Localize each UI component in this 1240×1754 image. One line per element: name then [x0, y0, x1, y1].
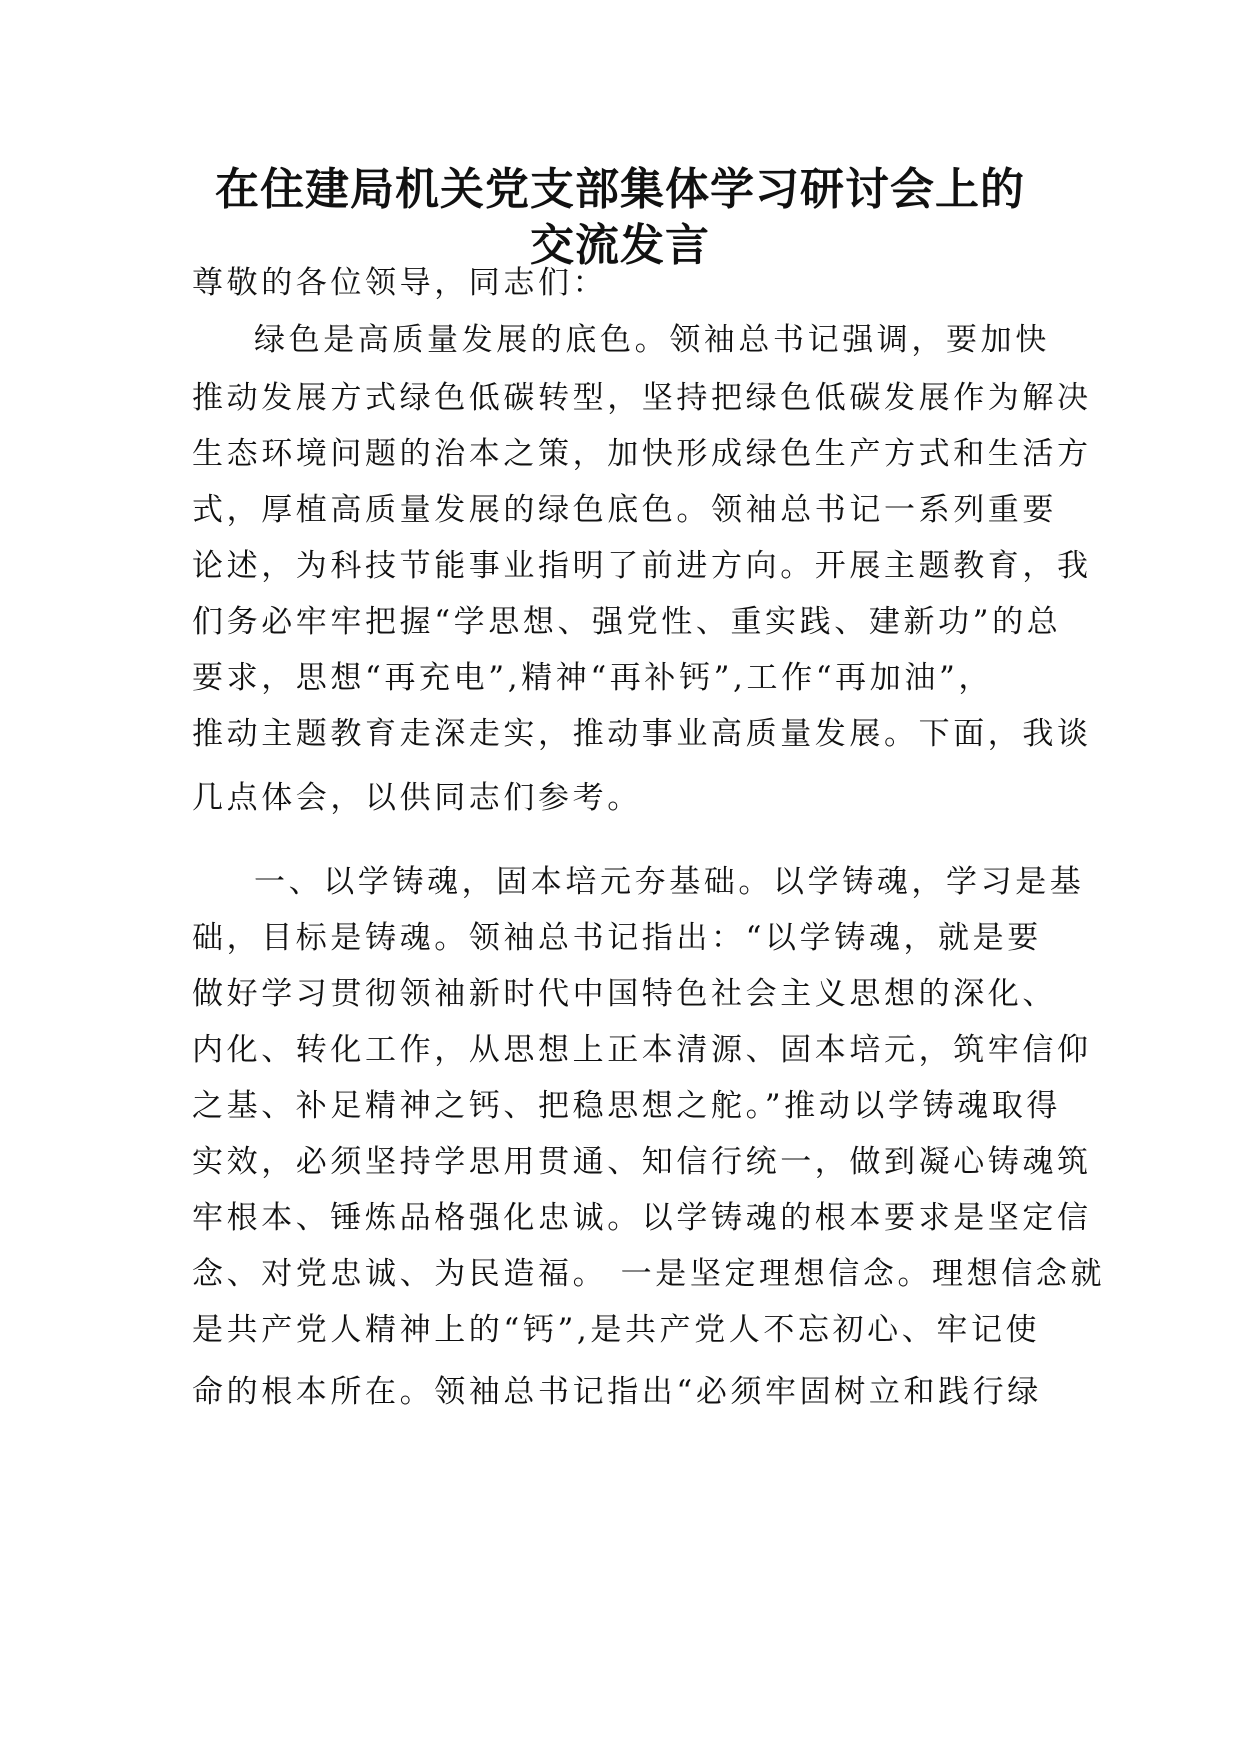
document-title-line-1: 在住建局机关党支部集体学习研讨会上的 — [215, 164, 1025, 215]
paragraph-line: 是共产党人精神上的“钙”,是共产党人不忘初心、牢记使 — [192, 1312, 1041, 1348]
paragraph-line: 式，厚植高质量发展的绿色底色。领袖总书记一系列重要 — [192, 492, 1057, 528]
paragraph-line: 内化、转化工作，从思想上正本清源、固本培元，筑牢信仰 — [192, 1032, 1092, 1068]
document-title-line-2: 交流发言 — [530, 220, 710, 271]
paragraph-line: 推动发展方式绿色低碳转型，坚持把绿色低碳发展作为解决 — [192, 380, 1092, 416]
paragraph-line: 要求，思想“再充电”,精神“再补钙”,工作“再加油”， — [192, 660, 993, 696]
paragraph-line: 论述，为科技节能事业指明了前进方向。开展主题教育，我 — [192, 548, 1092, 584]
paragraph-line: 命的根本所在。领袖总书记指出“必须牢固树立和践行绿 — [192, 1374, 1042, 1410]
paragraph-line: 础，目标是铸魂。领袖总书记指出：“以学铸魂，就是要 — [192, 920, 1042, 956]
paragraph-line: 绿色是高质量发展的底色。领袖总书记强调，要加快 — [254, 322, 1050, 358]
paragraph-line: 之基、补足精神之钙、把稳思想之舵。”推动以学铸魂取得 — [192, 1088, 1061, 1124]
paragraph-line: 念、对党忠诚、为民造福。 一是坚定理想信念。理想信念就 — [192, 1256, 1106, 1292]
paragraph-line: 做好学习贯彻领袖新时代中国特色社会主义思想的深化、 — [192, 976, 1057, 1012]
paragraph-line: 几点体会，以供同志们参考。 — [192, 780, 642, 816]
paragraph-line: 们务必牢牢把握“学思想、强党性、重实践、建新功”的总 — [192, 604, 1062, 640]
paragraph-line: 一、以学铸魂，固本培元夯基础。以学铸魂，学习是基 — [254, 864, 1085, 900]
paragraph-line: 实效，必须坚持学思用贯通、知信行统一，做到凝心铸魂筑 — [192, 1144, 1092, 1180]
paragraph-line: 推动主题教育走深走实，推动事业高质量发展。下面，我谈 — [192, 716, 1092, 752]
paragraph-line: 牢根本、锤炼品格强化忠诚。以学铸魂的根本要求是坚定信 — [192, 1200, 1092, 1236]
paragraph-line: 生态环境问题的治本之策，加快形成绿色生产方式和生活方 — [192, 436, 1092, 472]
salutation: 尊敬的各位领导，同志们： — [192, 265, 608, 301]
